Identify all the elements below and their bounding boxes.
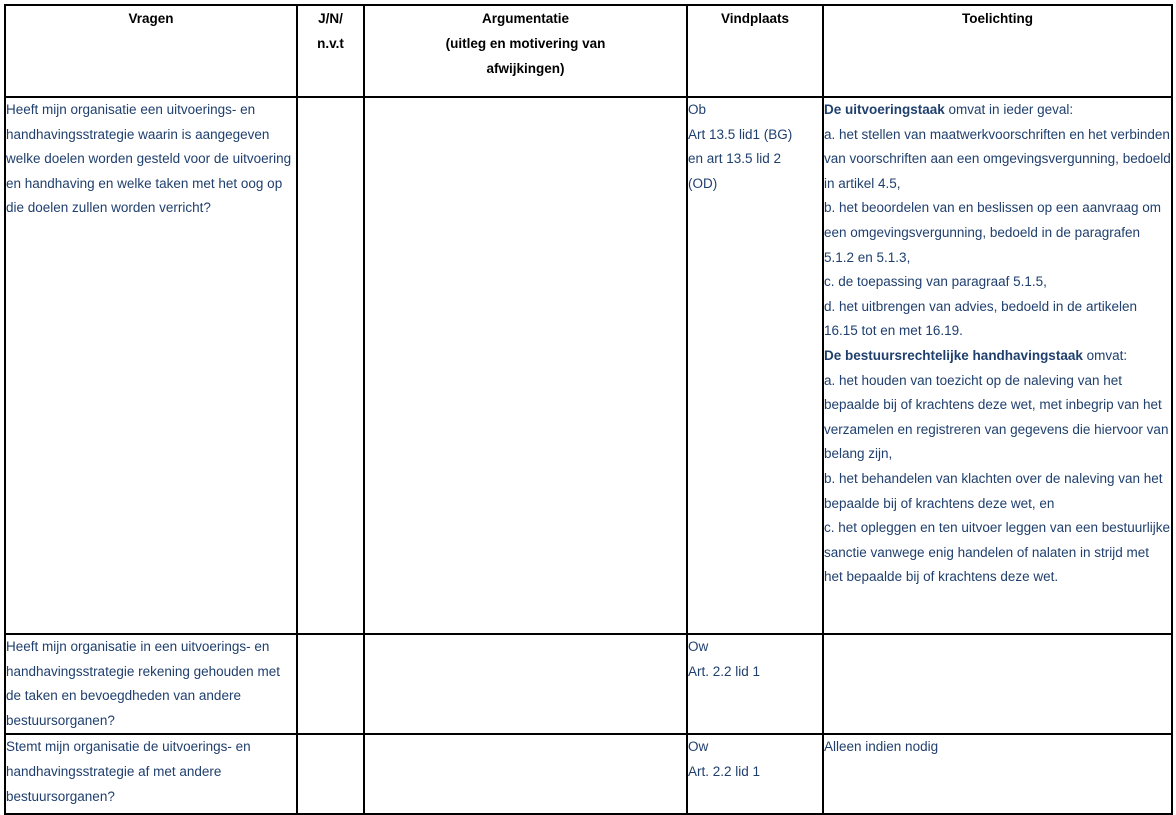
table-header (5, 5, 1172, 97)
column-header-vragen-label: Vragen (128, 11, 174, 26)
vindplaats-line: en art 13.5 lid 2 (688, 151, 782, 167)
column-header-argumentatie-line3: afwijkingen) (486, 61, 565, 76)
toelichting-item: b. het beoordelen van en beslissen op een aanvraag om een omgevingsvergunning, bedoeld in de paragrafen 5.1.2 en 5.1.3, (824, 200, 1161, 265)
cell-toelichting: Alleen indien nodig (823, 734, 1172, 814)
cell-argumentatie[interactable] (364, 97, 687, 634)
table-body (5, 97, 1172, 814)
cell-vragen: Heeft mijn organisatie in een uitvoerings- en handhavingsstrategie rekening gehouden met de taken en bevoegdheden van andere bestuursorganen? (5, 634, 297, 734)
column-header-argumentatie-line2: (uitleg en motivering van (445, 36, 606, 51)
column-header-argumentatie-line1: Argumentatie (481, 11, 569, 26)
cell-vindplaats (687, 634, 823, 734)
toelichting-lead-1-rest: omvat in ieder geval: (944, 102, 1074, 117)
vindplaats-line: Art. 2.2 lid 1 (688, 763, 761, 779)
vindplaats-line: Ow (688, 639, 709, 654)
table-header-row (5, 5, 1172, 97)
column-header-vindplaats (687, 5, 823, 97)
table-row (5, 97, 1172, 634)
column-header-argumentatie (364, 5, 687, 97)
cell-jn[interactable] (297, 734, 364, 814)
column-header-toelichting-label: Toelichting (962, 11, 1033, 26)
toelichting-heading-1 (824, 98, 1171, 123)
toelichting-lead-2: De bestuursrechtelijke handhavingstaak (824, 347, 1083, 363)
vindplaats-line: Ob (688, 102, 707, 117)
vindplaats-line: Art 13.5 lid1 (BG) (688, 126, 793, 142)
toelichting-heading-2 (824, 344, 1171, 369)
toelichting-item: a. het houden van toezicht op de naleving van het bepaalde bij of krachtens deze wet, met inbegrip van het verzamelen en registreren van gegevens die hiervoor van belang zijn, (824, 372, 1169, 462)
toelichting-item: c. het opleggen en ten uitvoer leggen van een bestuurlijke sanctie vanwege enig handelen of nalaten in strijd met het bepaalde bij of krachtens deze wet. (824, 520, 1170, 585)
cell-argumentatie[interactable] (364, 734, 687, 814)
cell-toelichting (823, 97, 1172, 634)
checklist-table (4, 4, 1173, 815)
column-header-vragen (5, 5, 297, 97)
vindplaats-line: (OD) (688, 175, 718, 191)
cell-vindplaats (687, 97, 823, 634)
vindplaats-line: Ow (688, 739, 709, 755)
table-row (5, 634, 1172, 734)
cell-vragen: Stemt mijn organisatie de uitvoerings- en handhavingsstrategie af met andere bestuursorganen? (5, 734, 297, 814)
table-row (5, 734, 1172, 814)
cell-jn[interactable] (297, 97, 364, 634)
cell-toelichting (823, 634, 1172, 734)
column-header-vindplaats-label: Vindplaats (720, 11, 790, 26)
toelichting-lead-2-rest: omvat: (1082, 347, 1128, 363)
cell-vragen: Heeft mijn organisatie een uitvoerings- en handhavingsstrategie waarin is aangegeven welke doelen worden gesteld voor de uitvoering en handhaving en welke taken met het oog op die doelen zullen worden verricht? (5, 97, 297, 634)
toelichting-item: c. de toepassing van paragraaf 5.1.5, (824, 274, 1047, 290)
toelichting-item: a. het stellen van maatwerkvoorschriften en het verbinden van voorschriften aan een omgevingsvergunning, bedoeld in artikel 4.5, (824, 126, 1171, 191)
column-header-jn-line1: J/N/ (318, 11, 343, 26)
toelichting-lead-1: De uitvoeringstaak (824, 102, 945, 117)
column-header-toelichting (823, 5, 1172, 97)
toelichting-item: d. het uitbrengen van advies, bedoeld in de artikelen 16.15 tot en met 16.19. (824, 298, 1137, 339)
cell-vindplaats (687, 734, 823, 814)
column-header-jn (297, 5, 364, 97)
cell-jn[interactable] (297, 634, 364, 734)
vindplaats-line: Art. 2.2 lid 1 (688, 663, 761, 679)
cell-argumentatie[interactable] (364, 634, 687, 734)
column-header-jn-line2: n.v.t (317, 36, 344, 51)
toelichting-item: b. het behandelen van klachten over de naleving van het bepaalde bij of krachtens deze wet, en (824, 470, 1163, 511)
